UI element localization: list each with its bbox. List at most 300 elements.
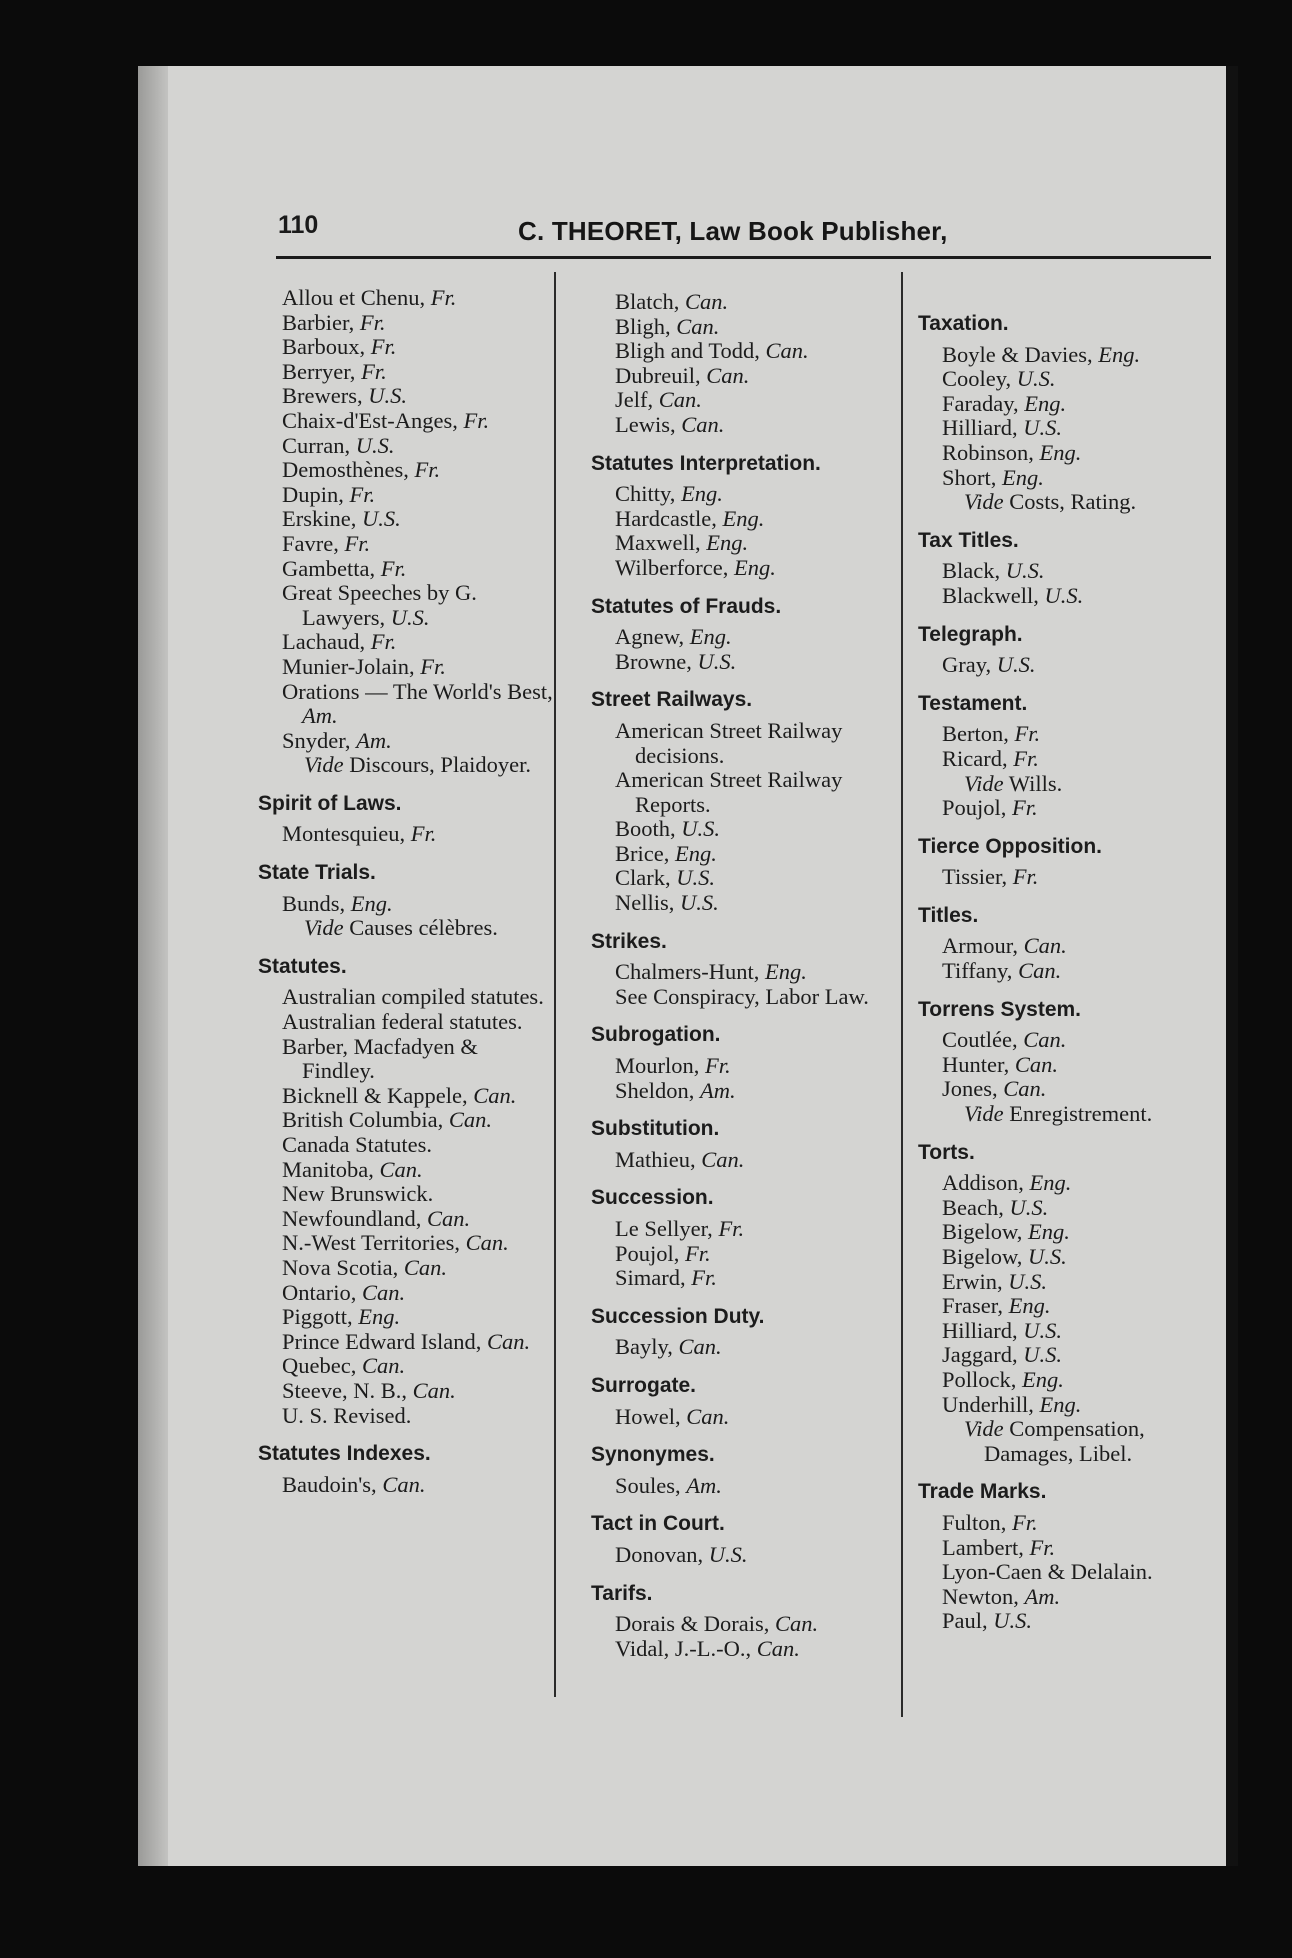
jurisdiction-tag: U.S. bbox=[1016, 366, 1056, 392]
index-entry bbox=[940, 865, 1228, 890]
entry-name: U. S. Revised. bbox=[282, 1402, 412, 1428]
entry-name: American Street Railway decisions. bbox=[615, 717, 843, 768]
index-entry bbox=[940, 1343, 1228, 1368]
jurisdiction-tag: U.S. bbox=[1028, 1244, 1067, 1269]
index-entry bbox=[940, 1077, 1228, 1102]
cross-reference bbox=[962, 1102, 1228, 1127]
jurisdiction-tag: Fr. bbox=[685, 1240, 711, 1266]
index-entry bbox=[940, 1393, 1228, 1418]
entry-name: Chitty, bbox=[615, 481, 676, 507]
entry-name: Costs, Rating. bbox=[1009, 489, 1137, 515]
jurisdiction-tag: U.S. bbox=[697, 648, 737, 674]
section-heading: Spirit of Laws. bbox=[258, 791, 402, 815]
jurisdiction-tag: Eng. bbox=[1098, 341, 1141, 367]
jurisdiction-tag: U.S. bbox=[681, 816, 721, 842]
index-entry bbox=[280, 286, 558, 311]
index-entry bbox=[613, 1266, 901, 1291]
entry-name: Steeve, N. B., bbox=[282, 1377, 407, 1403]
jurisdiction-tag: Fr. bbox=[463, 407, 490, 433]
index-column-3 bbox=[918, 298, 1228, 1634]
index-entry bbox=[613, 1405, 901, 1430]
entry-name: Boyle & Davies, bbox=[942, 341, 1093, 367]
section-heading: Succession Duty. bbox=[591, 1304, 765, 1328]
jurisdiction-tag: U.S. bbox=[1023, 1342, 1062, 1368]
entry-name: Erskine, bbox=[282, 506, 357, 532]
entry-name: Wilberforce, bbox=[615, 554, 729, 580]
entry-name: Armour, bbox=[942, 933, 1018, 959]
entry-name: Chaix-d'Est-Anges, bbox=[282, 407, 458, 433]
index-entry bbox=[280, 1256, 558, 1281]
jurisdiction-tag: Eng. bbox=[1039, 439, 1082, 465]
jurisdiction-tag: Eng. bbox=[350, 890, 393, 916]
entry-name: Compensation, Damages, Libel. bbox=[984, 1416, 1145, 1466]
entry-name: Maxwell, bbox=[615, 530, 701, 556]
entry-name: Hilliard, bbox=[942, 415, 1018, 441]
index-entry bbox=[613, 1335, 901, 1360]
entry-name: Piggott, bbox=[282, 1304, 353, 1330]
jurisdiction-tag: Can. bbox=[465, 1230, 509, 1256]
index-entry bbox=[940, 1319, 1228, 1344]
index-entry bbox=[613, 891, 901, 916]
section-heading: Surrogate. bbox=[591, 1373, 697, 1397]
index-column-2 bbox=[591, 290, 901, 1661]
jurisdiction-tag: Eng. bbox=[734, 554, 776, 580]
jurisdiction-tag: Can. bbox=[1023, 1027, 1067, 1053]
entry-name: Coutlée, bbox=[942, 1027, 1018, 1053]
jurisdiction-tag: Fr. bbox=[1012, 864, 1039, 890]
book-page bbox=[138, 66, 1238, 1866]
jurisdiction-tag: Can. bbox=[486, 1328, 531, 1354]
index-entry bbox=[280, 630, 558, 655]
entry-name: Mathieu, bbox=[615, 1146, 696, 1172]
entry-name: Sheldon, bbox=[615, 1077, 695, 1103]
entry-name: Blackwell, bbox=[942, 582, 1039, 608]
jurisdiction-tag: U.S. bbox=[1023, 1317, 1062, 1343]
jurisdiction-tag: Am. bbox=[356, 727, 392, 753]
jurisdiction-tag: Fr. bbox=[1012, 1509, 1038, 1535]
entry-name: Gray, bbox=[942, 652, 992, 678]
jurisdiction-tag: U.S. bbox=[390, 604, 430, 630]
entry-name: Causes célèbres. bbox=[349, 915, 498, 941]
jurisdiction-tag: Can. bbox=[1003, 1076, 1047, 1102]
jurisdiction-tag: U.S. bbox=[680, 890, 719, 916]
entry-name: Nellis, bbox=[615, 890, 675, 916]
cross-reference bbox=[962, 1417, 1228, 1466]
jurisdiction-tag: Fr. bbox=[359, 309, 386, 335]
entry-name: Faraday, bbox=[942, 390, 1019, 416]
entry-name: Blatch, bbox=[615, 289, 680, 314]
entry-name: American Street Railway Reports. bbox=[615, 767, 843, 817]
index-entry bbox=[940, 416, 1228, 441]
jurisdiction-tag: Am. bbox=[1024, 1583, 1061, 1609]
index-entry bbox=[280, 680, 558, 729]
jurisdiction-tag: Eng. bbox=[1022, 1366, 1064, 1392]
index-entry bbox=[940, 1028, 1228, 1053]
jurisdiction-tag: Can. bbox=[412, 1377, 456, 1403]
entry-name: Canada Statutes. bbox=[282, 1132, 432, 1157]
index-entry bbox=[280, 1330, 558, 1355]
entry-name: Browne, bbox=[615, 648, 692, 674]
jurisdiction-tag: Can. bbox=[658, 387, 702, 413]
index-entry bbox=[280, 409, 558, 434]
index-entry bbox=[280, 1473, 558, 1498]
jurisdiction-tag: Fr. bbox=[380, 555, 407, 581]
index-entry bbox=[280, 822, 558, 847]
jurisdiction-tag: Can. bbox=[361, 1279, 406, 1305]
entry-name: Gambetta, bbox=[282, 555, 376, 581]
index-entry bbox=[613, 290, 901, 315]
index-entry bbox=[613, 388, 901, 413]
entry-name: Wills. bbox=[1008, 770, 1063, 796]
index-entry bbox=[940, 1245, 1228, 1270]
index-entry bbox=[613, 842, 901, 867]
jurisdiction-tag: Fr. bbox=[691, 1265, 717, 1291]
index-entry bbox=[940, 343, 1228, 368]
entry-name: Le Sellyer, bbox=[615, 1216, 713, 1241]
jurisdiction-tag: U.S. bbox=[676, 865, 715, 891]
entry-name: Manitoba, bbox=[282, 1156, 374, 1182]
section-heading: Telegraph. bbox=[918, 622, 1023, 646]
entry-name: Brice, bbox=[615, 840, 670, 866]
jurisdiction-tag: Eng. bbox=[689, 624, 732, 650]
jurisdiction-tag: Eng. bbox=[674, 840, 717, 866]
cross-reference bbox=[962, 772, 1228, 797]
entry-name: Tiffany, bbox=[942, 958, 1013, 984]
entry-name: Newton, bbox=[942, 1583, 1019, 1609]
jurisdiction-tag: U.S. bbox=[368, 383, 407, 409]
section-heading: Titles. bbox=[918, 903, 979, 927]
index-entry bbox=[613, 1054, 901, 1079]
section-heading: Torrens System. bbox=[918, 997, 1082, 1021]
entry-name: Hardcastle, bbox=[615, 505, 717, 531]
index-entry bbox=[280, 1133, 558, 1158]
index-entry bbox=[940, 1560, 1228, 1585]
jurisdiction-tag: Eng. bbox=[1002, 464, 1044, 490]
jurisdiction-tag: Fr. bbox=[414, 457, 441, 483]
entry-name: Barbier, bbox=[282, 309, 355, 335]
index-entry bbox=[613, 315, 901, 340]
running-head: C. THEORET, Law Book Publisher, bbox=[518, 216, 948, 246]
entry-name: Jones, bbox=[942, 1076, 998, 1102]
jurisdiction-tag: U.S. bbox=[361, 506, 401, 532]
section-heading: Street Railways. bbox=[591, 688, 753, 712]
index-entry bbox=[613, 817, 901, 842]
index-entry bbox=[613, 482, 901, 507]
section-heading: Tax Titles. bbox=[918, 528, 1019, 552]
index-entry bbox=[613, 1543, 901, 1568]
index-entry bbox=[613, 507, 901, 532]
jurisdiction-tag: Can. bbox=[382, 1471, 426, 1497]
jurisdiction-tag: Fr. bbox=[1013, 745, 1039, 771]
entry-name: Montesquieu, bbox=[282, 821, 406, 847]
section-heading: Substitution. bbox=[591, 1117, 720, 1141]
index-entry bbox=[940, 1536, 1228, 1561]
entry-name: Baudoin's, bbox=[282, 1471, 377, 1497]
entry-name: Black, bbox=[942, 558, 1001, 584]
page-binding-edge bbox=[138, 66, 168, 1866]
vide-label: Vide bbox=[964, 1416, 1004, 1442]
section-heading: Testament. bbox=[918, 691, 1028, 715]
entry-name: Paul, bbox=[942, 1608, 988, 1634]
index-entry bbox=[613, 1242, 901, 1267]
index-entry bbox=[613, 1474, 901, 1499]
index-entry bbox=[280, 434, 558, 459]
jurisdiction-tag: U.S. bbox=[1044, 582, 1084, 608]
jurisdiction-tag: Can. bbox=[448, 1107, 493, 1133]
index-entry bbox=[280, 384, 558, 409]
jurisdiction-tag: Fr. bbox=[370, 629, 397, 655]
index-entry bbox=[613, 960, 901, 985]
section-heading: Subrogation. bbox=[591, 1023, 721, 1047]
entry-name: Bigelow, bbox=[942, 1244, 1023, 1269]
index-entry bbox=[613, 556, 901, 581]
index-entry bbox=[940, 466, 1228, 491]
index-entry bbox=[940, 584, 1228, 609]
vide-label: Vide bbox=[304, 915, 344, 941]
index-entry bbox=[613, 719, 901, 768]
page-number: 110 bbox=[278, 211, 319, 239]
index-entry bbox=[940, 934, 1228, 959]
jurisdiction-tag: Can. bbox=[1023, 933, 1067, 959]
entry-name: Lyon-Caen & Delalain. bbox=[942, 1559, 1153, 1585]
vide-label: Vide bbox=[964, 489, 1004, 515]
jurisdiction-tag: U.S. bbox=[1008, 1268, 1047, 1294]
index-entry bbox=[940, 1270, 1228, 1295]
index-entry bbox=[940, 1368, 1228, 1393]
jurisdiction-tag: Eng. bbox=[358, 1304, 401, 1330]
index-entry bbox=[280, 335, 558, 360]
jurisdiction-tag: Fr. bbox=[361, 358, 387, 384]
jurisdiction-tag: Eng. bbox=[722, 505, 765, 531]
entry-name: Poujol, bbox=[615, 1240, 680, 1266]
jurisdiction-tag: Can. bbox=[403, 1254, 447, 1280]
entry-name: Dorais & Dorais, bbox=[615, 1611, 770, 1637]
section-heading: Statutes of Frauds. bbox=[591, 594, 782, 618]
cross-reference bbox=[962, 490, 1228, 515]
section-heading: Tact in Court. bbox=[591, 1512, 725, 1536]
entry-name: Nova Scotia, bbox=[282, 1254, 399, 1280]
jurisdiction-tag: Can. bbox=[379, 1156, 423, 1182]
jurisdiction-tag: U.S. bbox=[1009, 1194, 1049, 1220]
entry-name: Chalmers-Hunt, bbox=[615, 959, 760, 985]
jurisdiction-tag: U.S. bbox=[996, 652, 1036, 678]
entry-name: Enregistrement. bbox=[1009, 1101, 1153, 1127]
entry-name: Hunter, bbox=[942, 1051, 1010, 1077]
entry-name: Brewers, bbox=[282, 383, 363, 409]
entry-name: Munier-Jolain, bbox=[282, 653, 415, 679]
entry-name: Robinson, bbox=[942, 439, 1034, 465]
entry-name: Berryer, bbox=[282, 358, 356, 384]
index-entry bbox=[280, 1281, 558, 1306]
section-heading: Synonymes. bbox=[591, 1443, 715, 1467]
entry-name: Dubreuil, bbox=[615, 362, 701, 388]
entry-name: Barboux, bbox=[282, 334, 366, 360]
section-heading: Succession. bbox=[591, 1186, 714, 1210]
jurisdiction-tag: Fr. bbox=[420, 653, 446, 679]
jurisdiction-tag: Can. bbox=[756, 1635, 800, 1661]
entry-name: Bligh and Todd, bbox=[615, 338, 760, 364]
jurisdiction-tag: U.S. bbox=[355, 432, 395, 458]
jurisdiction-tag: Fr. bbox=[1014, 721, 1041, 747]
entry-name: Dupin, bbox=[282, 481, 344, 507]
index-entry bbox=[613, 413, 901, 438]
entry-name: Bigelow, bbox=[942, 1219, 1023, 1245]
index-entry bbox=[280, 1035, 558, 1084]
entry-name: Discours, Plaidoyer. bbox=[349, 752, 532, 778]
index-entry bbox=[280, 985, 558, 1010]
vide-label: Vide bbox=[304, 752, 344, 778]
entry-name: Beach, bbox=[942, 1194, 1004, 1220]
section-heading: Statutes Interpretation. bbox=[591, 451, 821, 475]
index-entry bbox=[280, 1207, 558, 1232]
index-entry bbox=[940, 747, 1228, 772]
jurisdiction-tag: Fr. bbox=[718, 1216, 745, 1241]
index-entry bbox=[280, 360, 558, 385]
index-entry bbox=[613, 768, 901, 817]
entry-name: Fulton, bbox=[942, 1509, 1007, 1535]
entry-name: Donovan, bbox=[615, 1541, 704, 1567]
header-rule bbox=[276, 256, 1211, 259]
section-heading: Statutes. bbox=[258, 954, 347, 978]
jurisdiction-tag: U.S. bbox=[1005, 558, 1045, 584]
section-heading: Tierce Opposition. bbox=[918, 834, 1102, 858]
entry-name: Short, bbox=[942, 464, 997, 490]
jurisdiction-tag: U.S. bbox=[1023, 415, 1062, 441]
index-entry bbox=[613, 985, 901, 1010]
jurisdiction-tag: Eng. bbox=[1008, 1293, 1051, 1319]
section-heading: State Trials. bbox=[258, 861, 376, 885]
jurisdiction-tag: Fr. bbox=[705, 1053, 731, 1079]
jurisdiction-tag: U.S. bbox=[993, 1608, 1033, 1634]
index-entry bbox=[280, 1084, 558, 1109]
index-entry bbox=[280, 1379, 558, 1404]
index-entry bbox=[940, 1511, 1228, 1536]
jurisdiction-tag: Can. bbox=[774, 1611, 819, 1637]
jurisdiction-tag: Can. bbox=[706, 362, 750, 388]
entry-name: Mourlon, bbox=[615, 1053, 700, 1079]
index-entry bbox=[280, 1354, 558, 1379]
entry-name: Lachaud, bbox=[282, 629, 366, 655]
entry-name: British Columbia, bbox=[282, 1107, 444, 1133]
entry-name: Vidal, J.-L.-O., bbox=[615, 1635, 752, 1661]
index-entry bbox=[613, 339, 901, 364]
entry-name: Allou et Chenu, bbox=[282, 285, 426, 310]
entry-name: Underhill, bbox=[942, 1391, 1034, 1417]
index-entry bbox=[940, 1609, 1228, 1634]
section-heading: Tarifs. bbox=[591, 1581, 653, 1605]
section-heading: Trade Marks. bbox=[918, 1480, 1047, 1504]
jurisdiction-tag: Eng. bbox=[1024, 390, 1067, 416]
entry-name: Howel, bbox=[615, 1403, 681, 1429]
entry-name: Tissier, bbox=[942, 864, 1008, 890]
entry-name: Ontario, bbox=[282, 1279, 357, 1305]
index-entry bbox=[613, 650, 901, 675]
index-entry bbox=[940, 1220, 1228, 1245]
index-entry bbox=[613, 1637, 901, 1662]
jurisdiction-tag: Eng. bbox=[681, 481, 723, 507]
entry-name: Bayly, bbox=[615, 1334, 673, 1360]
index-entry bbox=[280, 1231, 558, 1256]
index-column-1 bbox=[258, 286, 558, 1497]
section-heading: Torts. bbox=[918, 1140, 975, 1164]
index-entry bbox=[280, 655, 558, 680]
index-entry bbox=[280, 507, 558, 532]
jurisdiction-tag: Fr. bbox=[349, 481, 376, 507]
entry-name: Jaggard, bbox=[942, 1342, 1018, 1368]
index-entry bbox=[613, 1148, 901, 1173]
jurisdiction-tag: Can. bbox=[686, 1403, 730, 1429]
jurisdiction-tag: Fr. bbox=[1012, 795, 1038, 821]
jurisdiction-tag: Can. bbox=[765, 338, 809, 364]
index-entry bbox=[280, 1158, 558, 1183]
entry-name: Clark, bbox=[615, 865, 671, 891]
jurisdiction-tag: Eng. bbox=[706, 530, 749, 556]
entry-name: New Brunswick. bbox=[282, 1181, 434, 1207]
index-entry bbox=[280, 458, 558, 483]
jurisdiction-tag: Fr. bbox=[344, 530, 371, 556]
index-entry bbox=[940, 1294, 1228, 1319]
index-entry bbox=[613, 1217, 901, 1242]
jurisdiction-tag: Eng. bbox=[1029, 1170, 1072, 1196]
index-entry bbox=[613, 625, 901, 650]
section-heading: Taxation. bbox=[918, 312, 1009, 335]
entry-name: Poujol, bbox=[942, 795, 1007, 821]
index-entry bbox=[940, 959, 1228, 984]
jurisdiction-tag: U.S. bbox=[708, 1541, 748, 1567]
index-entry bbox=[280, 1182, 558, 1207]
entry-name: Quebec, bbox=[282, 1353, 357, 1379]
jurisdiction-tag: Can. bbox=[361, 1353, 406, 1379]
entry-name: Fraser, bbox=[942, 1293, 1003, 1319]
entry-name: N.-West Territories, bbox=[282, 1230, 461, 1256]
jurisdiction-tag: Can. bbox=[681, 411, 725, 437]
index-entry bbox=[280, 532, 558, 557]
index-entry bbox=[280, 483, 558, 508]
entry-name: Bligh, bbox=[615, 313, 671, 339]
jurisdiction-tag: Eng. bbox=[1028, 1219, 1070, 1245]
entry-name: Hilliard, bbox=[942, 1317, 1018, 1343]
index-entry bbox=[940, 559, 1228, 584]
entry-name: Ricard, bbox=[942, 745, 1008, 771]
entry-name: Lambert, bbox=[942, 1534, 1024, 1560]
entry-name: Prince Edward Island, bbox=[282, 1328, 482, 1354]
entry-name: Bunds, bbox=[282, 890, 346, 916]
index-entry bbox=[940, 1196, 1228, 1221]
index-entry bbox=[940, 1171, 1228, 1196]
index-entry bbox=[280, 892, 558, 917]
entry-name: Favre, bbox=[282, 530, 339, 556]
index-entry bbox=[280, 1108, 558, 1133]
cross-reference bbox=[302, 753, 558, 778]
index-entry bbox=[940, 1585, 1228, 1610]
entry-name: Soules, bbox=[615, 1472, 681, 1498]
index-entry bbox=[280, 311, 558, 336]
vide-label: Vide bbox=[964, 1101, 1004, 1127]
entry-name: Curran, bbox=[282, 432, 351, 458]
index-entry bbox=[280, 581, 558, 630]
jurisdiction-tag: Fr. bbox=[410, 821, 437, 847]
entry-name: Snyder, bbox=[282, 727, 351, 753]
index-entry bbox=[940, 1053, 1228, 1078]
entry-name: Jelf, bbox=[615, 387, 654, 413]
index-entry bbox=[940, 796, 1228, 821]
index-entry bbox=[613, 866, 901, 891]
index-entry bbox=[280, 557, 558, 582]
entry-name: Pollock, bbox=[942, 1366, 1017, 1392]
entry-name: Australian compiled statutes. bbox=[282, 984, 544, 1010]
index-entry bbox=[940, 441, 1228, 466]
entry-name: Australian federal statutes. bbox=[282, 1009, 523, 1035]
